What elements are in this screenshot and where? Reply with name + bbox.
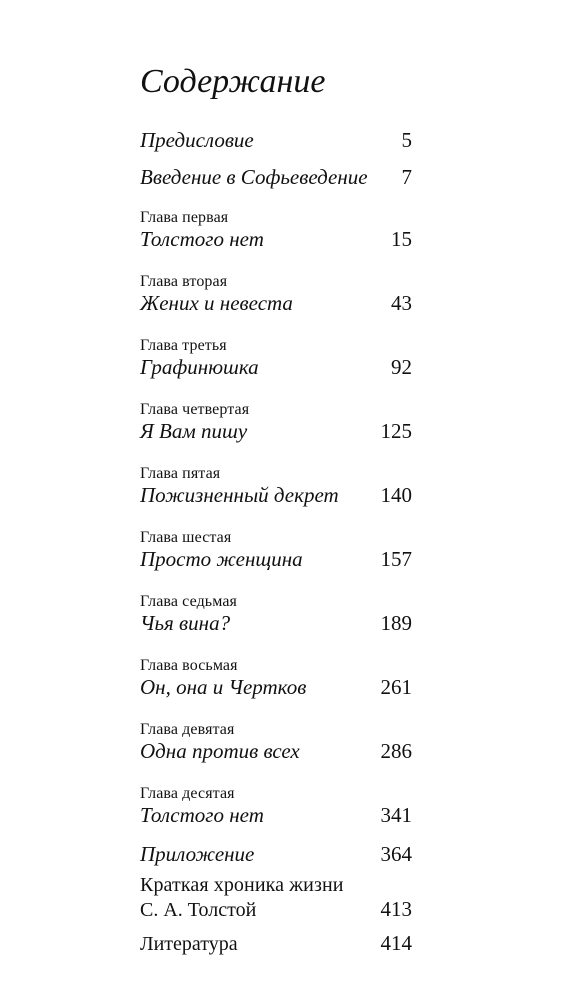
toc-row: [140, 355, 412, 380]
toc-entry-title: С. А. Толстой: [140, 899, 257, 921]
toc-entry-page: 125: [380, 419, 412, 443]
toc-title: Содержание: [140, 63, 326, 100]
toc-row: [140, 483, 412, 508]
toc-entry-label: Глава шестая: [140, 529, 232, 546]
toc-entry-title: Графинюшка: [140, 355, 259, 379]
toc-entry-appendix: [140, 842, 412, 867]
toc-row: [140, 165, 412, 190]
toc-entry-label: Глава десятая: [140, 785, 235, 802]
toc-entry-page: 92: [391, 355, 412, 379]
toc-entry-page: 5: [401, 128, 412, 152]
toc-entry-chapter-10: [140, 784, 412, 828]
toc-entry-title: Жених и невеста: [140, 291, 293, 315]
toc-entry-label: Глава пятая: [140, 465, 221, 482]
toc-entry-title: Введение в Софьеведение: [140, 165, 368, 189]
toc-entry-label: Глава первая: [140, 209, 229, 226]
toc-row: [140, 547, 412, 572]
toc-entry-title: Толстого нет: [140, 803, 264, 827]
toc-entry-page: 15: [391, 227, 412, 251]
toc-entry-chapter-7: [140, 592, 412, 636]
toc-page: [140, 60, 412, 965]
toc-entry-page: 414: [380, 931, 412, 955]
toc-entry-title: Я Вам пишу: [140, 419, 248, 443]
toc-entry-title: Чья вина?: [140, 611, 231, 635]
toc-row: [140, 931, 412, 957]
toc-entry-title: Литература: [140, 933, 238, 955]
toc-entry-page: 413: [380, 897, 412, 921]
toc-entry-page: 286: [380, 739, 412, 763]
toc-entry-chapter-6: [140, 528, 412, 572]
toc-entry-page: 364: [380, 842, 412, 866]
toc-row: [140, 803, 412, 828]
toc-entry-literature: [140, 931, 412, 957]
toc-row: [140, 291, 412, 316]
toc-entry-preface: [140, 128, 412, 153]
toc-entry-title: Он, она и Чертков: [140, 675, 307, 699]
toc-entry-introduction: [140, 165, 412, 190]
toc-entry-chronicle: [140, 873, 412, 923]
toc-row: [140, 842, 412, 867]
toc-row: [140, 675, 412, 700]
toc-entry-chapter-9: [140, 720, 412, 764]
toc-row: [140, 897, 412, 923]
toc-entry-page: 140: [380, 483, 412, 507]
toc-entry-label: Глава седьмая: [140, 593, 237, 610]
toc-entry-page: 261: [380, 675, 412, 699]
toc-entry-label: Глава вторая: [140, 273, 228, 290]
toc-entry-title: Просто женщина: [140, 547, 303, 571]
toc-row: [140, 128, 412, 153]
toc-entry-chapter-1: [140, 208, 412, 252]
toc-entry-label: Глава девятая: [140, 721, 235, 738]
toc-entry-title: Толстого нет: [140, 227, 264, 251]
toc-entry-page: 7: [401, 165, 412, 189]
toc-entry-title: Предисловие: [140, 128, 254, 152]
toc-entry-label: Глава восьмая: [140, 657, 238, 674]
toc-row: [140, 739, 412, 764]
toc-entry-title: Одна против всех: [140, 739, 300, 763]
toc-entry-page: 43: [391, 291, 412, 315]
toc-entry-label: Краткая хроника жизни: [140, 874, 344, 896]
toc-entry-chapter-8: [140, 656, 412, 700]
toc-row: [140, 227, 412, 252]
toc-entry-title: Пожизненный декрет: [140, 483, 339, 507]
toc-entry-chapter-5: [140, 464, 412, 508]
toc-entry-label: Глава четвертая: [140, 401, 250, 418]
toc-entry-page: 189: [380, 611, 412, 635]
toc-entry-chapter-3: [140, 336, 412, 380]
toc-entry-page: 157: [380, 547, 412, 571]
toc-entry-chapter-4: [140, 400, 412, 444]
toc-entry-label: Глава третья: [140, 337, 227, 354]
toc-entry-page: 341: [380, 803, 412, 827]
toc-entry-chapter-2: [140, 272, 412, 316]
toc-entry-title: Приложение: [140, 842, 255, 866]
toc-row: [140, 419, 412, 444]
toc-row: [140, 611, 412, 636]
